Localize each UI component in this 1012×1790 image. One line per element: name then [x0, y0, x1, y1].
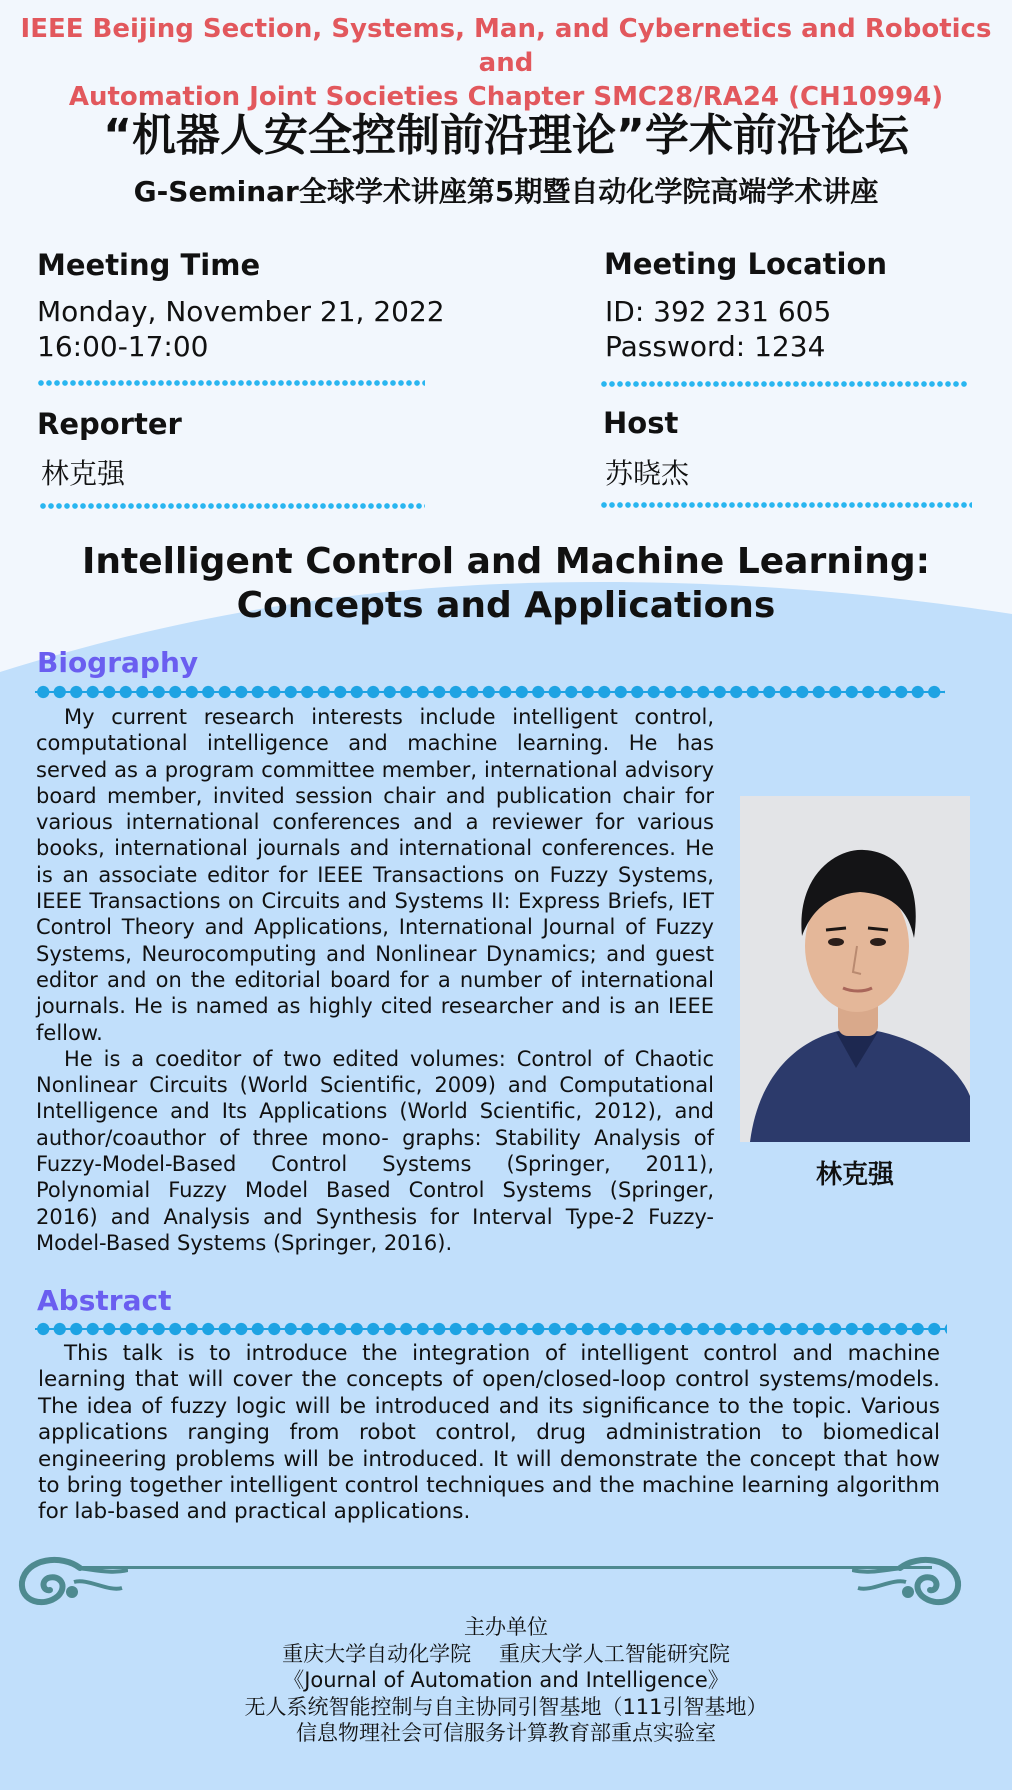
host-name: 苏晓杰: [605, 457, 690, 490]
meeting-date: Monday, November 21, 2022: [37, 295, 445, 328]
organizers-label: 主办单位: [464, 1615, 548, 1639]
abstract-text: This talk is to introduce the integration of intelligent control and machine learning that will cover the concepts of open/closed-loop control systems/models. The idea of fuzzy logic will be introduced and its significance to the topic. Various applications ranging from robot control, drug administration to biomedical engineering problems will be introduced. It will demonstrate the concept that how to bring together intelligent control techniques and the machine learning algorithm for lab-based and practical applications.: [38, 1341, 940, 1525]
organizer-line-2: 《Journal of Automation and Intelligence》: [283, 1668, 729, 1692]
meeting-location-label: Meeting Location: [604, 247, 888, 281]
biography-text: [36, 704, 714, 1256]
right-scroll-ornament: [852, 1552, 962, 1612]
meeting-hours: 16:00-17:00: [37, 330, 209, 363]
seminar-title: G-Seminar全球学术讲座第5期暨自动化学院高端学术讲座: [133, 175, 879, 208]
dotted-divider: [600, 381, 968, 387]
organizer-line-1: 重庆大学自动化学院 重庆大学人工智能研究院: [282, 1641, 730, 1666]
dotted-divider: [39, 503, 425, 509]
organization-header: [20, 12, 992, 114]
organizers: [60, 1614, 952, 1747]
ornament-line: [80, 1566, 932, 1569]
org-line-2: Automation Joint Societies Chapter SMC28/RA24 (CH10994): [68, 82, 944, 112]
reporter-label: Reporter: [37, 407, 182, 441]
reporter-name: 林克强: [41, 457, 126, 490]
meeting-time-label: Meeting Time: [37, 248, 261, 282]
photo-caption: 林克强: [815, 1160, 894, 1190]
biography-paragraph-1: My current research interests include intelligent control, computational intelligence and machine learning. He has served as a program committee member, international advisory board member, invited session chair and publication chair for various international conferences and a reviewer for various books, international journals and international conferences. He is an associate editor for IEEE Transactions on Fuzzy Systems, IEEE Transactions on Circuits and Systems II: Express Briefs, IET Control Theory and Applications, International Journal of Fuzzy Systems, Neurocomputing and Nonlinear Dynamics; and guest editor and on the editorial board for a number of international journals. He is named as highly cited researcher and is an IEEE fellow.: [36, 705, 714, 1045]
host-label: Host: [603, 406, 679, 440]
beaded-divider: [35, 1322, 947, 1336]
biography-heading: Biography: [37, 646, 199, 679]
beaded-divider: [35, 685, 945, 699]
left-scroll-ornament: [18, 1552, 128, 1612]
organizer-line-3: 无人系统智能控制与自主协同引智基地（111引智基地）: [244, 1694, 768, 1719]
abstract-heading: Abstract: [37, 1284, 172, 1317]
dotted-divider: [37, 380, 425, 386]
talk-title: Intelligent Control and Machine Learning: Concepts and Applications: [82, 541, 930, 626]
reporter-photo: [740, 796, 970, 1142]
organizer-line-4: 信息物理社会可信服务计算教育部重点实验室: [296, 1721, 716, 1745]
meeting-id: ID: 392 231 605: [605, 295, 832, 328]
org-line-1: IEEE Beijing Section, Systems, Man, and Cybernetics and Robotics and: [20, 14, 992, 78]
dotted-divider: [600, 502, 972, 508]
portrait-illustration: [740, 796, 970, 1142]
forum-title: “机器人安全控制前沿理论”学术前沿论坛: [103, 110, 909, 161]
biography-paragraph-2: He is a coeditor of two edited volumes: Control of Chaotic Nonlinear Circuits (World Scientific, 2009) and Computational Intelligence and Its Applications (World Scientific, 2012), and author/coauthor of three mono- graphs: Stability Analysis of Fuzzy-Model-Based Control Systems (Springer, 2011), Polynomial Fuzzy Model Based Control Systems (Springer, 2016) and Analysis and Synthesis for Interval Type-2 Fuzzy-Model-Based Systems (Springer, 2016).: [36, 1046, 714, 1255]
meeting-password: Password: 1234: [605, 330, 826, 363]
